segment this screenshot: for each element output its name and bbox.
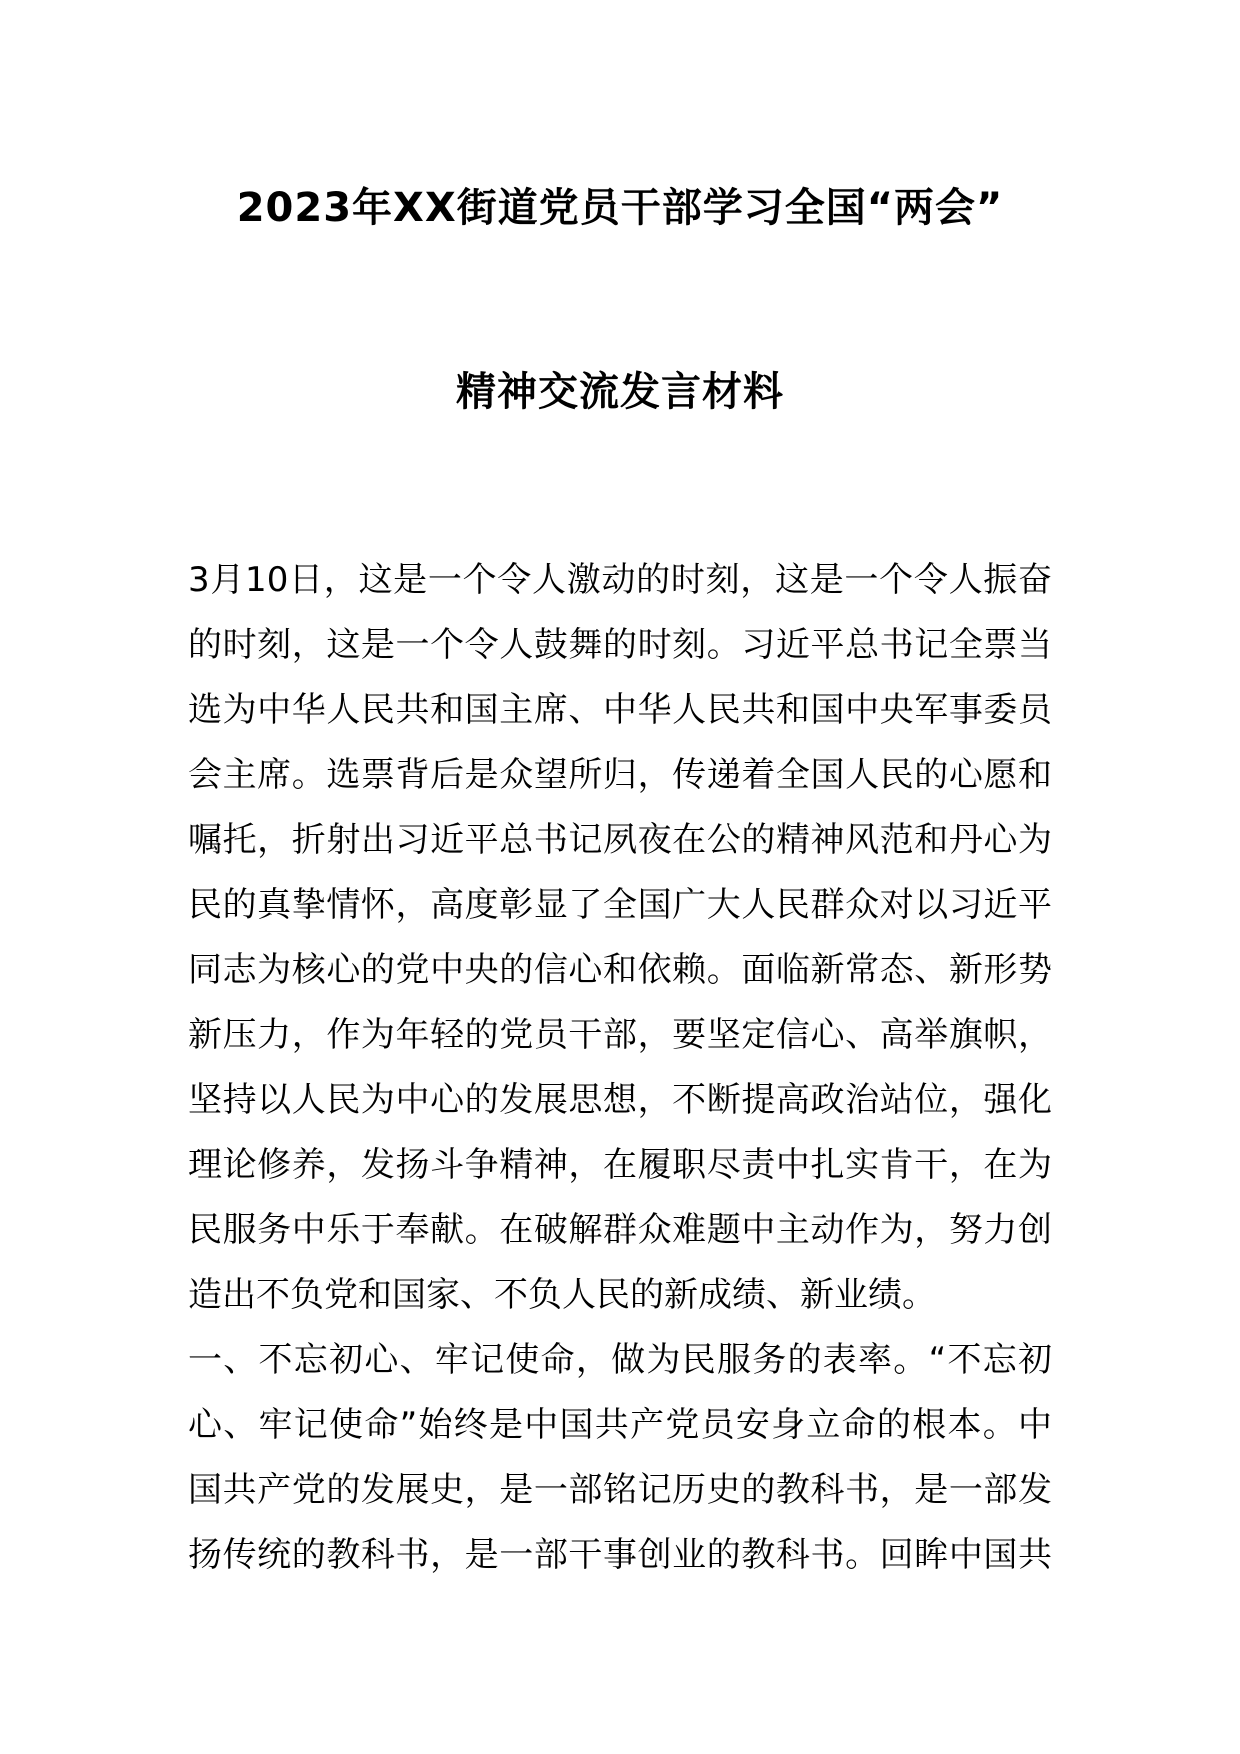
body-line: 扬传统的教科书，是一部干事创业的教科书。回眸中国共 (188, 1535, 1052, 1575)
document-body (188, 548, 1052, 1588)
body-line: 3月10日，这是一个令人激动的时刻，这是一个令人振奋 (188, 560, 1052, 600)
body-line: 选为中华人民共和国主席、中华人民共和国中央军事委员 (188, 690, 1052, 730)
body-line: 理论修养，发扬斗争精神，在履职尽责中扎实肯干，在为 (188, 1145, 1052, 1185)
body-line: 新压力，作为年轻的党员干部，要坚定信心、高举旗帜， (188, 1015, 1052, 1055)
body-line: 造出不负党和国家、不负人民的新成绩、新业绩。 (188, 1275, 936, 1315)
body-line: 民的真挚情怀，高度彰显了全国广大人民群众对以习近平 (188, 885, 1052, 925)
document-title-line-2: 精神交流发言材料 (456, 369, 784, 415)
body-line: 一、不忘初心、牢记使命，做为民服务的表率。“不忘初 (188, 1340, 1052, 1380)
body-line: 国共产党的发展史，是一部铭记历史的教科书，是一部发 (188, 1470, 1052, 1510)
body-line: 会主席。选票背后是众望所归，传递着全国人民的心愿和 (188, 755, 1052, 795)
body-line: 坚持以人民为中心的发展思想，不断提高政治站位，强化 (188, 1080, 1052, 1120)
body-line: 民服务中乐于奉献。在破解群众难题中主动作为，努力创 (188, 1210, 1052, 1250)
body-line: 心、牢记使命”始终是中国共产党员安身立命的根本。中 (188, 1405, 1052, 1445)
document-title-line-1: 2023年XX街道党员干部学习全国“两会” (236, 185, 1004, 231)
body-line: 嘱托，折射出习近平总书记夙夜在公的精神风范和丹心为 (188, 820, 1052, 860)
body-line: 的时刻，这是一个令人鼓舞的时刻。习近平总书记全票当 (188, 625, 1052, 665)
body-line: 同志为核心的党中央的信心和依赖。面临新常态、新形势 (188, 950, 1052, 990)
